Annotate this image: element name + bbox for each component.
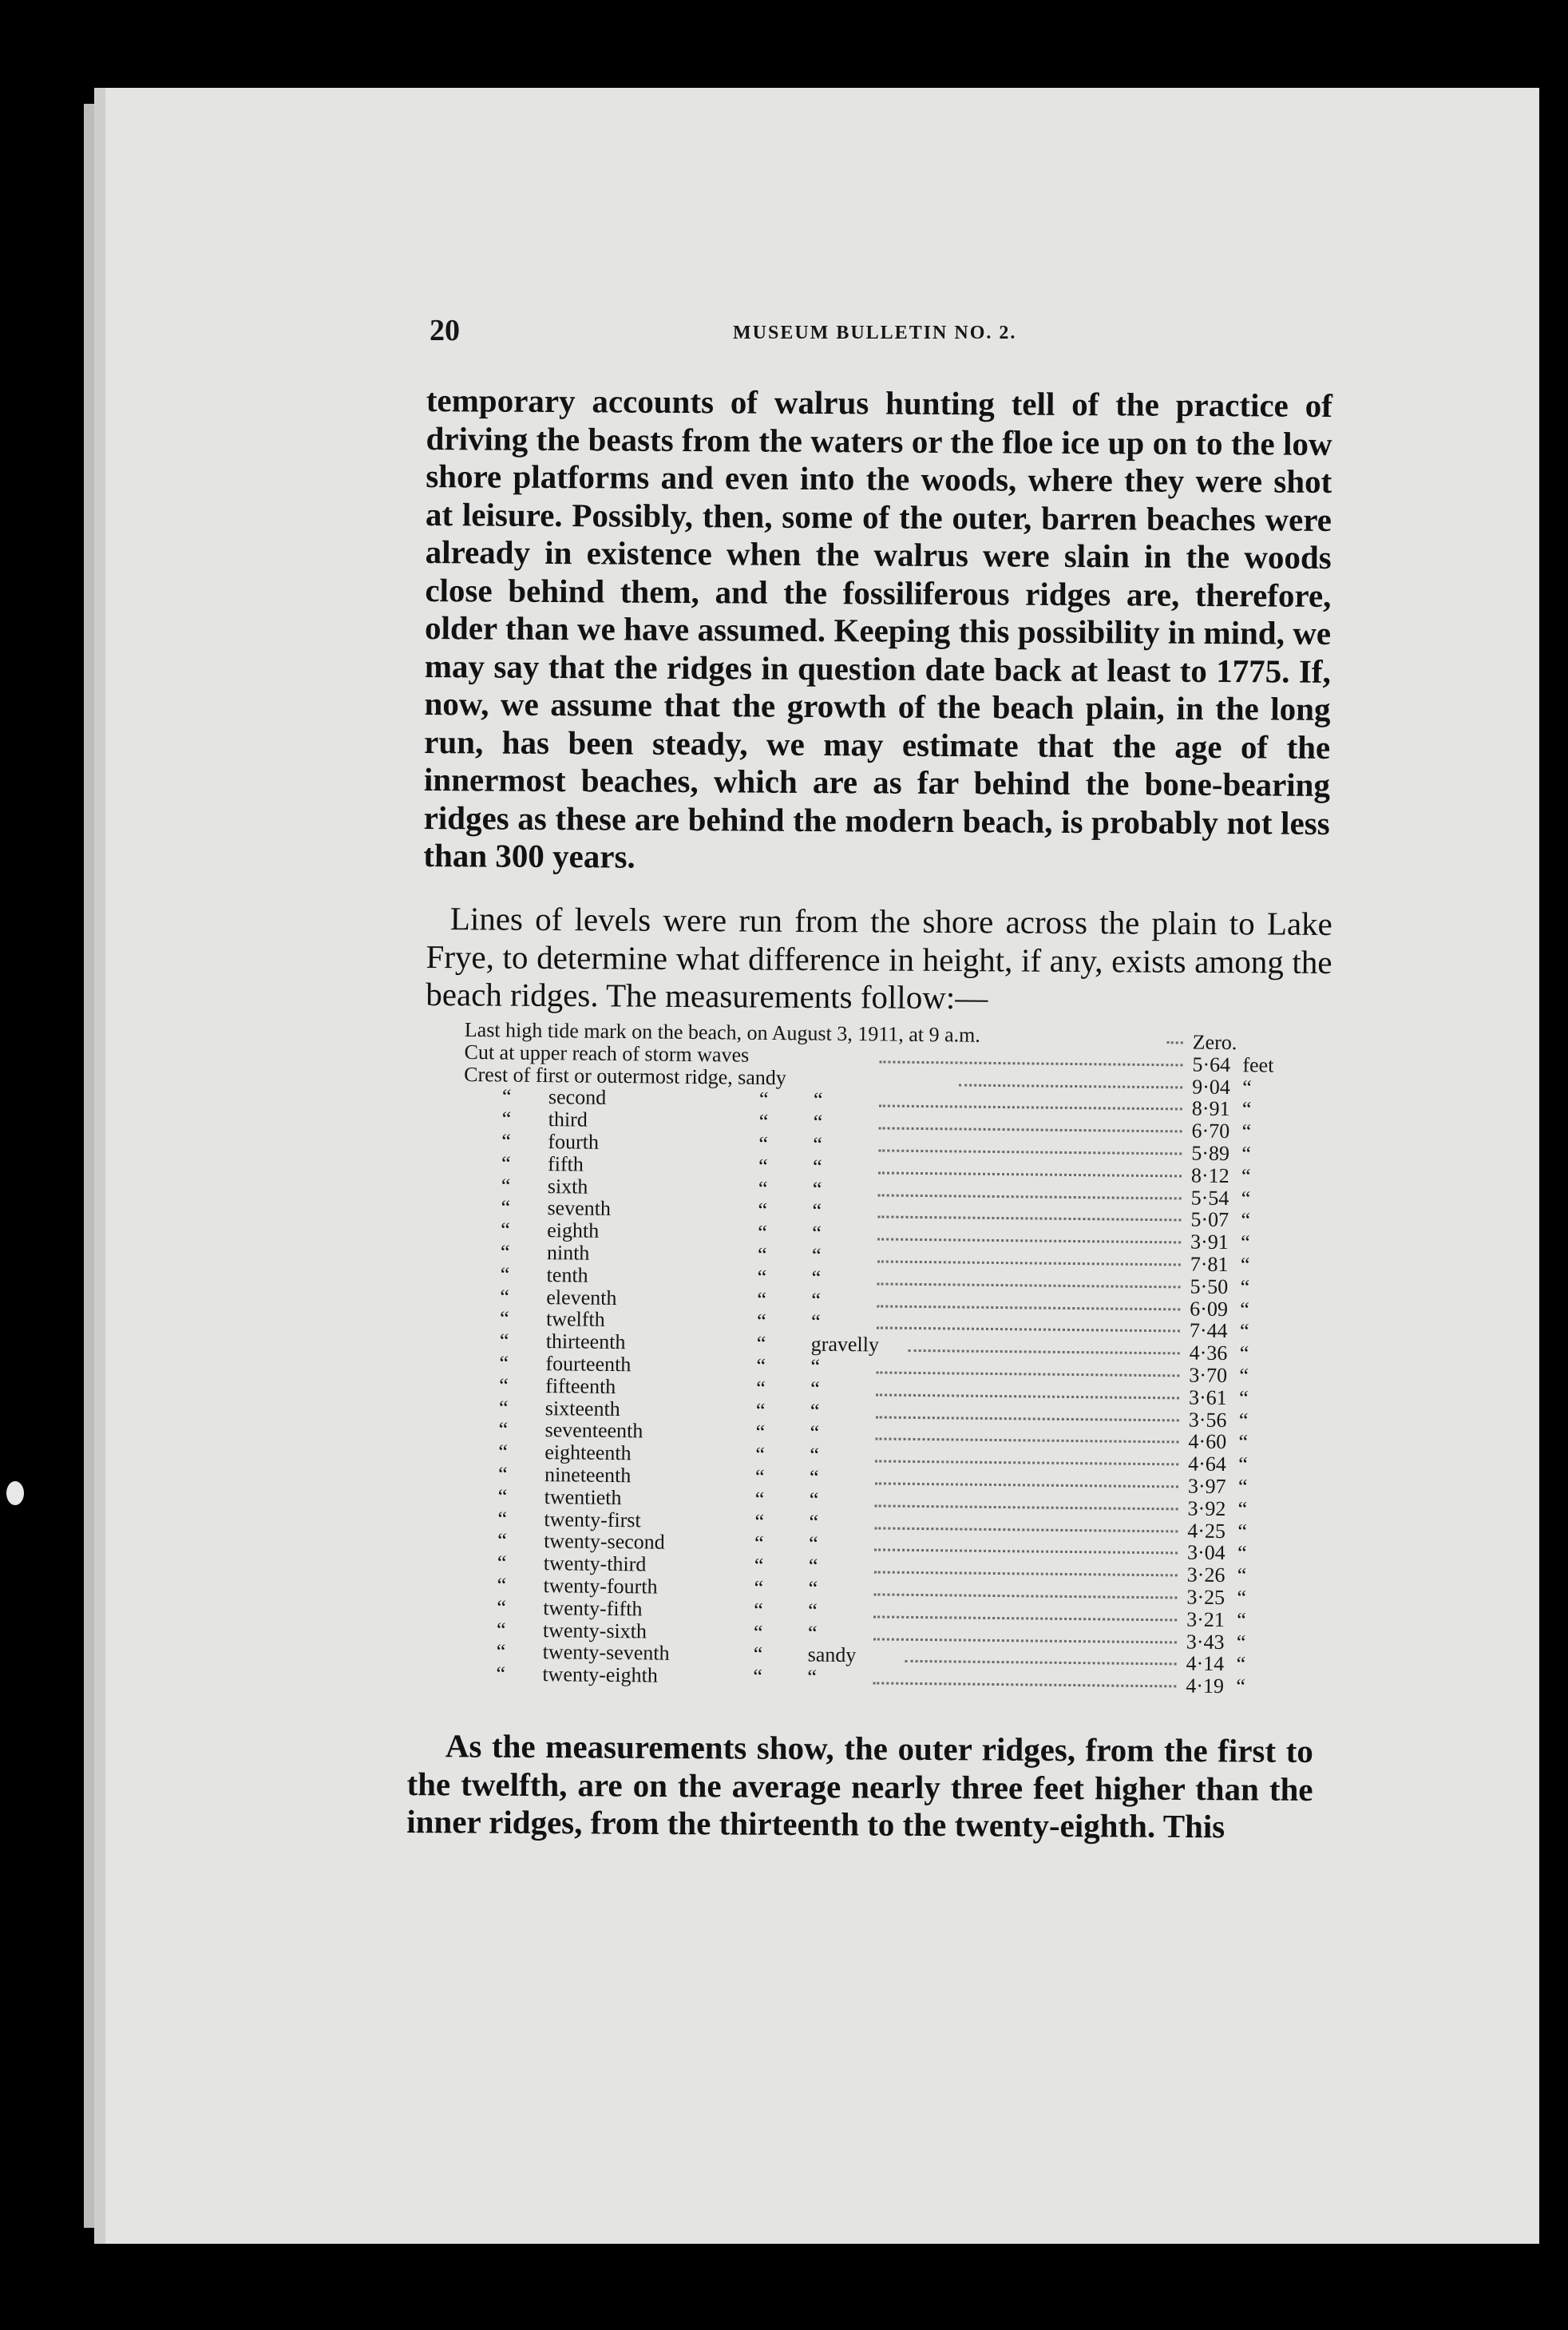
levels-value: 4·19 [1186, 1674, 1225, 1698]
leader-dots [876, 1393, 1179, 1399]
levels-unit: “ [1240, 1230, 1250, 1254]
ditto-mark: “ [498, 1396, 509, 1420]
ridge-kind: “ [810, 1377, 820, 1401]
ridge-ordinal: sixth [547, 1174, 588, 1199]
ridge-ordinal: twenty-third [543, 1551, 647, 1576]
ditto-mark: “ [499, 1373, 509, 1397]
levels-value: 4·36 [1189, 1341, 1228, 1365]
ridge-ordinal: twenty-second [544, 1529, 665, 1554]
ridge-ordinal: seventeenth [544, 1418, 643, 1443]
ridge-kind: “ [808, 1576, 818, 1600]
ditto-mark: “ [756, 1310, 766, 1333]
ridge-kind: “ [812, 1155, 822, 1179]
levels-value: 3·97 [1187, 1474, 1226, 1498]
levels-unit: “ [1238, 1430, 1249, 1454]
ditto-mark: “ [497, 1528, 507, 1552]
levels-value: 3·25 [1186, 1585, 1225, 1609]
levels-value: 7·44 [1189, 1318, 1228, 1343]
ditto-mark: “ [756, 1376, 766, 1400]
ditto-mark: “ [757, 1265, 767, 1289]
ditto-mark: “ [755, 1398, 766, 1422]
ridge-ordinal: nineteenth [544, 1463, 632, 1488]
ridge-ordinal: sixteenth [544, 1396, 620, 1421]
ridge-kind: “ [813, 1132, 823, 1156]
levels-unit: “ [1237, 1519, 1248, 1543]
leader-dots [877, 1305, 1180, 1310]
ditto-mark: “ [496, 1662, 506, 1686]
leader-dots [877, 1238, 1181, 1244]
leader-dots [879, 1060, 1182, 1066]
ditto-mark: “ [497, 1462, 508, 1486]
leader-dots [879, 1127, 1182, 1133]
levels-table [457, 1018, 1279, 1698]
ditto-mark: “ [499, 1306, 509, 1330]
ridge-ordinal: eighth [547, 1218, 600, 1242]
levels-value: 3·21 [1186, 1607, 1225, 1631]
leader-dots [877, 1327, 1180, 1333]
ditto-mark: “ [758, 1110, 769, 1134]
ridge-kind: “ [811, 1288, 822, 1312]
levels-unit: “ [1237, 1586, 1247, 1610]
levels-value: 3·92 [1187, 1496, 1226, 1520]
levels-unit: “ [1242, 1075, 1252, 1099]
ridge-ordinal: eighteenth [544, 1440, 632, 1465]
ridge-ordinal: fourteenth [545, 1352, 632, 1377]
ridge-ordinal: thirteenth [545, 1329, 626, 1354]
ridge-kind: “ [809, 1488, 819, 1512]
levels-unit: “ [1238, 1452, 1248, 1476]
ridge-kind: “ [807, 1621, 818, 1645]
levels-unit: “ [1236, 1674, 1245, 1698]
levels-value: 3·91 [1190, 1230, 1229, 1254]
ridge-kind: “ [809, 1465, 819, 1489]
leader-dots [874, 1527, 1178, 1532]
ridge-ordinal: twenty-eighth [542, 1662, 658, 1687]
ridge-kind: “ [813, 1088, 823, 1112]
leader-dots [874, 1571, 1178, 1577]
ditto-mark: “ [757, 1287, 767, 1311]
scan-artifact [6, 1481, 24, 1505]
ditto-mark: “ [498, 1417, 509, 1441]
ditto-mark: “ [753, 1642, 763, 1666]
levels-value: 3·26 [1186, 1563, 1225, 1587]
leader-dots [873, 1593, 1177, 1599]
ridge-ordinal: ninth [546, 1241, 590, 1265]
ditto-mark: “ [501, 1129, 512, 1153]
leader-dots [873, 1682, 1176, 1688]
ridge-kind: “ [809, 1510, 819, 1534]
ridge-kind: “ [808, 1599, 818, 1623]
leader-dots [877, 1260, 1181, 1266]
ridge-ordinal: second [548, 1085, 607, 1110]
ditto-mark: “ [499, 1329, 509, 1353]
ridge-ordinal: seventh [547, 1196, 612, 1221]
levels-unit: “ [1241, 1142, 1251, 1166]
paragraph-levels-intro: Lines of levels were run from the shore across the plain to Lake Frye, to determine what difference in height, if any, exists among the beach ridges. The measurements follow:— [426, 900, 1332, 1016]
leader-dots [873, 1615, 1177, 1621]
ridge-rows [457, 1084, 1278, 1698]
leader-dots [905, 1660, 1177, 1666]
ditto-mark: “ [758, 1131, 769, 1155]
leader-dots [959, 1084, 1182, 1088]
levels-unit: “ [1241, 1163, 1251, 1188]
ridge-kind: “ [812, 1199, 822, 1223]
ditto-mark: “ [500, 1240, 510, 1264]
levels-label: Cut at upper reach of storm waves [464, 1040, 750, 1067]
levels-value: 3·70 [1189, 1363, 1228, 1387]
levels-value: 4·64 [1188, 1452, 1227, 1476]
levels-unit: “ [1240, 1253, 1250, 1277]
ditto-mark: “ [754, 1553, 764, 1578]
levels-value: 3·04 [1186, 1540, 1225, 1565]
levels-unit: “ [1241, 1097, 1252, 1121]
levels-value: 5·64 [1192, 1052, 1231, 1076]
ridge-ordinal: twelfth [545, 1307, 605, 1332]
levels-unit: “ [1236, 1652, 1246, 1676]
ridge-ordinal: eleventh [546, 1285, 617, 1310]
ditto-mark: “ [758, 1088, 769, 1112]
levels-unit: “ [1241, 1186, 1251, 1210]
levels-value: Zero. [1192, 1030, 1237, 1055]
levels-unit: “ [1240, 1274, 1250, 1299]
ditto-mark: “ [501, 1195, 511, 1219]
levels-value: 3·56 [1188, 1408, 1227, 1432]
ridge-kind: “ [808, 1532, 818, 1555]
leader-dots [879, 1105, 1182, 1111]
leader-dots [878, 1149, 1182, 1155]
levels-unit: “ [1239, 1364, 1249, 1388]
levels-value: 5·50 [1190, 1274, 1229, 1298]
levels-value: 4·60 [1188, 1429, 1227, 1454]
leader-dots [909, 1349, 1180, 1355]
ridge-ordinal: twenty-sixth [542, 1618, 647, 1642]
levels-unit: “ [1236, 1630, 1246, 1654]
ditto-mark: “ [501, 1174, 511, 1198]
ditto-mark: “ [754, 1487, 765, 1511]
ridge-kind: “ [808, 1554, 818, 1578]
levels-unit: “ [1237, 1475, 1248, 1499]
ridge-kind: “ [811, 1243, 822, 1267]
ridge-kind: “ [810, 1443, 820, 1467]
ridge-kind: sandy [807, 1642, 857, 1667]
ridge-kind: “ [813, 1110, 823, 1134]
levels-value: 5·54 [1190, 1186, 1229, 1210]
levels-value: 6·09 [1190, 1297, 1229, 1321]
levels-value: 3·61 [1188, 1385, 1227, 1409]
levels-value: 9·04 [1192, 1075, 1230, 1099]
leader-dots [876, 1371, 1179, 1377]
ridge-kind: “ [810, 1399, 820, 1423]
levels-unit: “ [1238, 1408, 1249, 1432]
ridge-ordinal: fifth [547, 1151, 584, 1176]
ridge-kind: “ [812, 1221, 822, 1245]
ridge-kind: gravelly [810, 1332, 880, 1357]
ditto-mark: “ [758, 1176, 768, 1200]
levels-unit: “ [1237, 1607, 1246, 1632]
ridge-kind: “ [810, 1310, 821, 1334]
ditto-mark: “ [497, 1551, 507, 1575]
levels-value: 5·07 [1190, 1207, 1229, 1232]
leader-dots [877, 1282, 1181, 1288]
levels-unit: “ [1239, 1319, 1249, 1343]
ridge-ordinal: twenty-first [544, 1507, 641, 1532]
page-number: 20 [430, 314, 460, 347]
ditto-mark: “ [497, 1484, 508, 1508]
ditto-mark: “ [755, 1442, 766, 1467]
ridge-ordinal: twenty-fourth [543, 1573, 658, 1599]
ditto-mark: “ [497, 1595, 506, 1619]
paragraph-walrus: temporary accounts of walrus hunting tell of the practice of driving the beasts from the waters or the floe ice up on to the low shore platforms and even into the woods, where they were shot at leisure. Possibly, then, some of the outer, barren beaches were already in existence when the walrus were slain in the woods close behind them, and the fossiliferous ridges are, therefore, older than we have assumed. Keeping this possibility in mind, we may say that the ridges in question date back at least to 1775. If, now, we assume that the growth of the beach plain, in the long run, has been steady, we may estimate that the age of the innermost beaches, which are as far behind the bone-bearing ridges as these are behind the modern beach, is probably not less than 300 years. [423, 382, 1332, 875]
ditto-mark: “ [501, 1151, 511, 1175]
ditto-mark: “ [501, 1084, 512, 1109]
ditto-mark: “ [499, 1351, 509, 1375]
ditto-mark: “ [500, 1285, 510, 1309]
leader-dots [878, 1171, 1182, 1177]
levels-label: Crest of first or outermost ridge, sandy [464, 1062, 787, 1089]
ditto-mark: “ [756, 1332, 766, 1356]
ridge-ordinal: tenth [546, 1262, 588, 1287]
ridge-ordinal: fourth [548, 1130, 600, 1154]
levels-unit: “ [1237, 1563, 1247, 1587]
leader-dots [874, 1549, 1178, 1555]
ridge-kind: “ [812, 1177, 822, 1201]
ditto-mark: “ [754, 1509, 765, 1533]
paragraph-conclusion: As the measurements show, the outer ridges, from the first to the twelfth, are on the average nearly three feet higher than the inner ridges, from the thirteenth to the twenty-eighth. This [406, 1727, 1313, 1845]
ridge-kind: “ [811, 1266, 822, 1290]
ridge-ordinal: fifteenth [545, 1373, 616, 1398]
ditto-mark: “ [501, 1107, 512, 1131]
levels-value: 6·70 [1191, 1119, 1230, 1143]
levels-value: 4·14 [1186, 1651, 1225, 1676]
ridge-ordinal: twenty-fifth [543, 1595, 643, 1621]
ditto-mark: “ [757, 1242, 767, 1266]
ditto-mark: “ [758, 1154, 768, 1178]
leader-dots [875, 1460, 1178, 1466]
ditto-mark: “ [758, 1221, 767, 1245]
levels-value: 8·12 [1190, 1163, 1229, 1187]
levels-unit: “ [1240, 1297, 1249, 1321]
ditto-mark: “ [756, 1353, 766, 1377]
levels-value: 5·89 [1191, 1141, 1230, 1166]
leader-dots [877, 1216, 1181, 1222]
ditto-mark: “ [754, 1464, 765, 1488]
levels-unit: “ [1239, 1341, 1249, 1365]
ditto-mark: “ [758, 1199, 768, 1222]
ditto-mark: “ [496, 1639, 506, 1663]
levels-unit: feet [1242, 1053, 1274, 1077]
levels-value: 3·43 [1186, 1630, 1225, 1654]
ditto-mark: “ [497, 1507, 508, 1531]
ditto-mark: “ [501, 1218, 510, 1242]
ditto-mark: “ [754, 1532, 764, 1555]
ditto-mark: “ [753, 1664, 763, 1689]
ridge-kind: “ [810, 1421, 820, 1445]
leader-dots [1167, 1041, 1183, 1044]
leader-dots [875, 1482, 1178, 1488]
ridge-ordinal: twenty-seventh [542, 1640, 670, 1666]
levels-unit: “ [1238, 1385, 1249, 1410]
leader-dots [873, 1638, 1177, 1643]
levels-value: 7·81 [1190, 1252, 1229, 1277]
running-head: MUSEUM BULLETIN NO. 2. [733, 323, 1017, 343]
levels-unit: “ [1237, 1541, 1247, 1565]
levels-value: 4·25 [1187, 1519, 1226, 1543]
ditto-mark: “ [497, 1573, 507, 1597]
levels-unit: “ [1237, 1496, 1248, 1521]
ditto-mark: “ [754, 1598, 763, 1622]
leader-dots [876, 1438, 1179, 1444]
ditto-mark: “ [753, 1620, 763, 1644]
ditto-mark: “ [755, 1421, 766, 1444]
levels-label: Last high tide mark on the beach, on August 3, 1911, at 9 a.m. [464, 1018, 981, 1047]
ditto-mark: “ [754, 1575, 764, 1599]
levels-unit: “ [1241, 1208, 1251, 1232]
ridge-ordinal: third [548, 1108, 588, 1131]
ditto-mark: “ [498, 1440, 509, 1464]
levels-unit: “ [1241, 1119, 1252, 1143]
levels-value: 8·91 [1191, 1096, 1230, 1121]
ditto-mark: “ [500, 1262, 510, 1286]
ridge-ordinal: twentieth [544, 1484, 622, 1509]
leader-dots [876, 1416, 1179, 1421]
leader-dots [878, 1194, 1182, 1199]
ditto-mark: “ [496, 1617, 506, 1642]
ridge-kind: “ [807, 1665, 818, 1689]
leader-dots [875, 1504, 1178, 1510]
ridge-kind: “ [810, 1354, 821, 1378]
